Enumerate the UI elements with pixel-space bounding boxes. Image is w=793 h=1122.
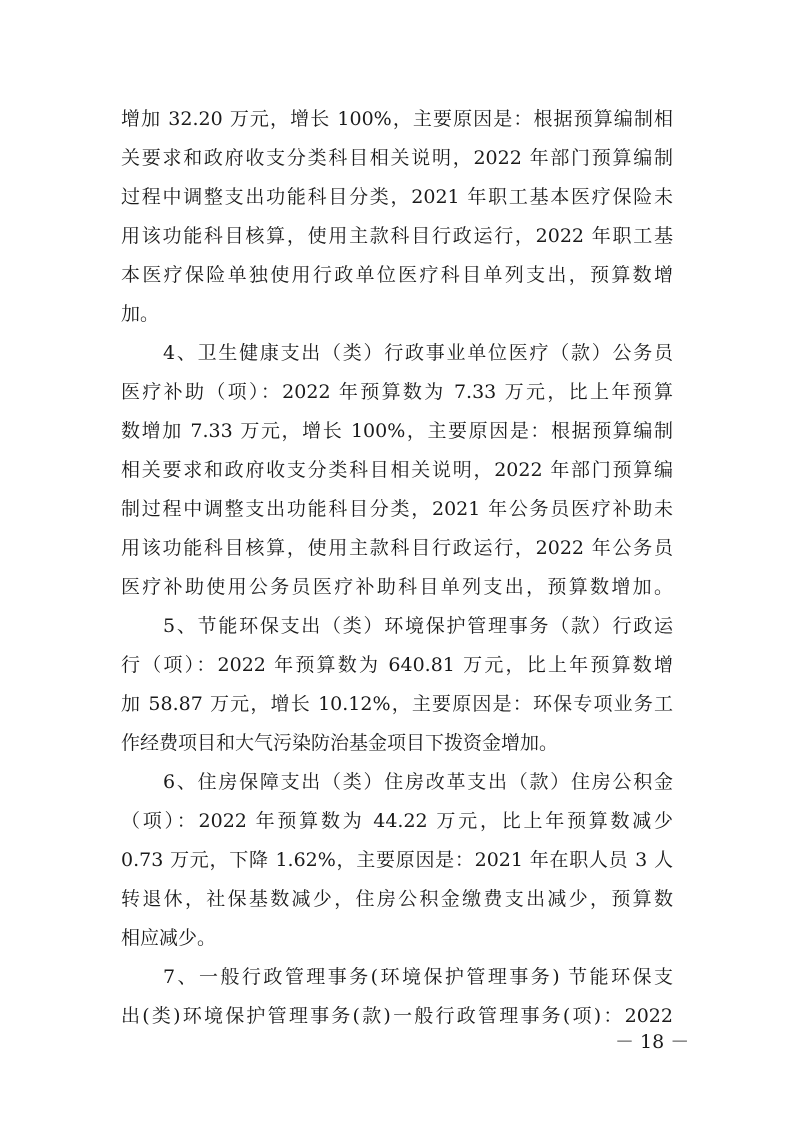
text-line: 转退休，社保基数减少，住房公积金缴费支出减少，预算数 (121, 888, 673, 910)
text-line: 行（项）：2022 年预算数为 640.81 万元，比上年预算数增 (121, 654, 673, 676)
paragraph-start-5: 5、节能环保支出（类）环境保护管理事务（款）行政运 (163, 615, 673, 637)
text-line: 医疗补助使用公务员医疗补助科目单列支出，预算数增加。 (121, 576, 673, 598)
text-line: 相关要求和政府收支分类科目相关说明，2022 年部门预算编 (121, 459, 673, 481)
paragraph-start-4: 4、卫生健康支出（类）行政事业单位医疗（款）公务员 (163, 342, 673, 364)
page-number: － 18 － (615, 1031, 690, 1053)
text-line: 本医疗保险单独使用行政单位医疗科目单列支出，预算数增 (121, 264, 673, 286)
text-line: 加 58.87 万元，增长 10.12%，主要原因是：环保专项业务工 (121, 693, 673, 715)
text-line: 增加 32.20 万元，增长 100%，主要原因是：根据预算编制相 (121, 108, 673, 130)
text-line: 制过程中调整支出功能科目分类，2021 年公务员医疗补助未 (121, 498, 673, 520)
text-line: 用该功能科目核算，使用主款科目行政运行，2022 年公务员 (121, 537, 673, 559)
text-line: 关要求和政府收支分类科目相关说明，2022 年部门预算编制 (121, 147, 673, 169)
text-line: 过程中调整支出功能科目分类，2021 年职工基本医疗保险未 (121, 186, 673, 208)
text-line: 数增加 7.33 万元，增长 100%，主要原因是：根据预算编制 (121, 420, 673, 442)
paragraph-start-6: 6、住房保障支出（类）住房改革支出（款）住房公积金 (163, 771, 673, 793)
text-line: 医疗补助（项）：2022 年预算数为 7.33 万元，比上年预算 (121, 381, 673, 403)
text-line: 用该功能科目核算，使用主款科目行政运行，2022 年职工基 (121, 225, 673, 247)
text-line: 作经费项目和大气污染防治基金项目下拨资金增加。 (121, 732, 559, 754)
text-line: 0.73 万元，下降 1.62%，主要原因是：2021 年在职人员 3 人 (121, 849, 673, 871)
text-line: 相应减少。 (121, 927, 217, 949)
paragraph-start-7: 7、一般行政管理事务(环境保护管理事务) 节能环保支 (163, 966, 673, 988)
text-line: 出(类)环境保护管理事务(款)一般行政管理事务(项)：2022 (121, 1005, 673, 1027)
text-line: （项）：2022 年预算数为 44.22 万元，比上年预算数减少 (121, 810, 673, 832)
text-line: 加。 (121, 303, 160, 325)
